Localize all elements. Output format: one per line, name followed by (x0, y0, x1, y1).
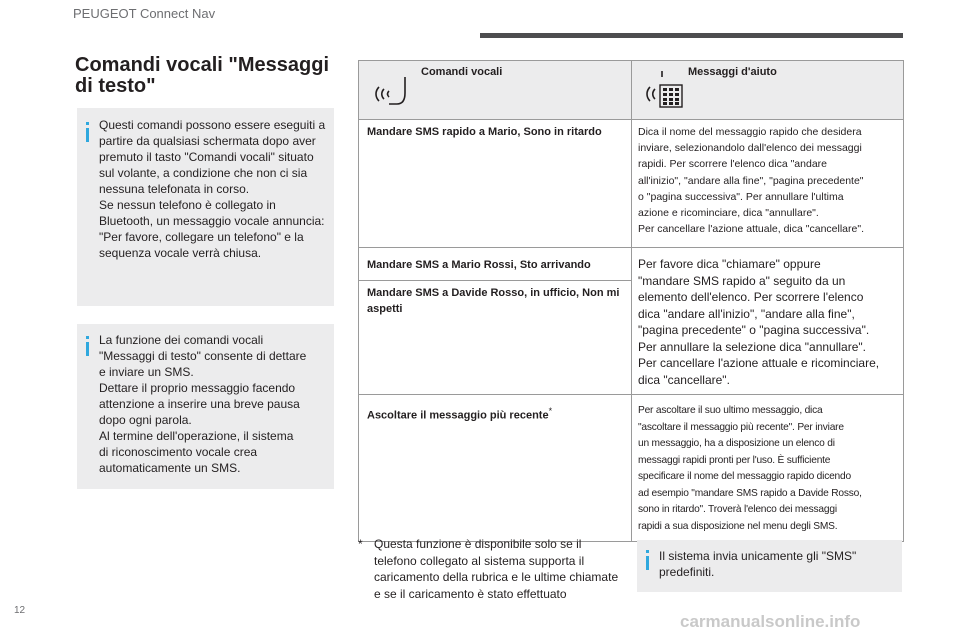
page-number: 12 (14, 605, 26, 616)
table-cell-help: Per ascoltare il suo ultimo messaggio, dica "ascoltare il messaggio più recente". Per inviare un messaggio, ha a disposizione un elenco di messaggi rapidi pronti per l'uso. È sufficiente specificare il nome del messaggio rapido dicendo ad esempio "mandare SMS rapido a Davide Rosso, sono in ritardo". Troverà l'elenco dei messaggi rapidi a sua disposizione nel menu degli SMS. (632, 395, 904, 542)
table-cell-help: Per favore dica "chiamare" oppure "mandare SMS rapido a" seguito da un elemento dell'elenco. Per scorrere l'elenco dica "andare all'inizio", "andare alla fine", "pagina precedente" o "pagina successiva". Per annullare la selezione dica "annullare". Per cancellare l'azione attuale e ricominciare, dica "cancellare". (632, 248, 904, 395)
document-header-title: PEUGEOT Connect Nav (73, 6, 216, 21)
table-row (359, 395, 904, 542)
table-header-label: Comandi vocali (421, 66, 503, 78)
command-text: Ascoltare il messaggio più recente (367, 409, 549, 422)
table-row (359, 248, 904, 281)
section-title: Comandi vocali "Messaggi di testo" (75, 54, 329, 97)
table-cell-command (359, 395, 632, 542)
info-marker-icon (86, 336, 89, 339)
voice-help-keypad-icon (644, 71, 688, 115)
info-box-text: Il sistema invia unicamente gli "SMS" predefiniti. (659, 549, 857, 579)
table-header-row (359, 61, 904, 120)
header-divider-bar (480, 33, 903, 38)
table-header-label: Messaggi d'aiuto (688, 66, 777, 78)
info-box-text: La funzione dei comandi vocali "Messaggi di testo" consente di dettare e inviare un SMS. Dettare il proprio messaggio facendo attenzione a inserire una breve pausa dopo ogni parola. Al termine dell'operazione, il sistema di riconoscimento vocale crea automaticamente un SMS. (99, 333, 307, 475)
footnote-text: Questa funzione è disponibile solo se il telefono collegato al sistema supporta il caricamento della rubrica e le ultime chiamate e se il caricamento è stato effettuato (374, 537, 619, 601)
info-box-sms (637, 540, 902, 592)
table-cell-help: Dica il nome del messaggio rapido che desidera inviare, selezionandolo dall'elenco dei messaggi rapidi. Per scorrere l'elenco dica "andare all'inizio", "andare alla fine", "pagina precedente" o "pagina successiva". Per annullare l'ultima azione e ricominciare, dica "annullare". Per cancellare l'azione attuale, dica "cancellare". (632, 120, 904, 248)
info-marker-icon (86, 122, 89, 125)
info-marker-bar (646, 556, 649, 570)
voice-commands-table (358, 60, 904, 542)
info-box-usage (77, 108, 334, 306)
info-marker-bar (86, 128, 89, 142)
voice-command-icon (371, 71, 411, 111)
table-cell-command: Mandare SMS rapido a Mario, Sono in ritardo (359, 120, 632, 248)
info-box-text: Questi comandi possono essere eseguiti a partire da qualsiasi schermata dopo aver premuto il tasto "Comandi vocali" situato sul volante, a condizione che non ci sia nessuna telefonata in corso. Se nessun telefono è collegato in Bluetooth, un messaggio vocale annuncia: "Per favore, collegare un telefono" e la sequenza vocale verrà chiusa. (99, 118, 326, 260)
footnote-marker: * (358, 537, 363, 551)
table-row (359, 120, 904, 248)
table-cell-command: Mandare SMS a Davide Rosso, in ufficio, Non mi aspetti (359, 280, 632, 394)
watermark: carmanualsonline.info (680, 612, 861, 631)
info-marker-icon (646, 550, 649, 553)
table-cell-command: Mandare SMS a Mario Rossi, Sto arrivando (359, 248, 632, 281)
info-box-function (77, 324, 334, 489)
table-header-help (632, 61, 904, 120)
footnote-marker: * (548, 406, 553, 416)
info-marker-bar (86, 342, 89, 356)
table-header-commands (359, 61, 632, 120)
